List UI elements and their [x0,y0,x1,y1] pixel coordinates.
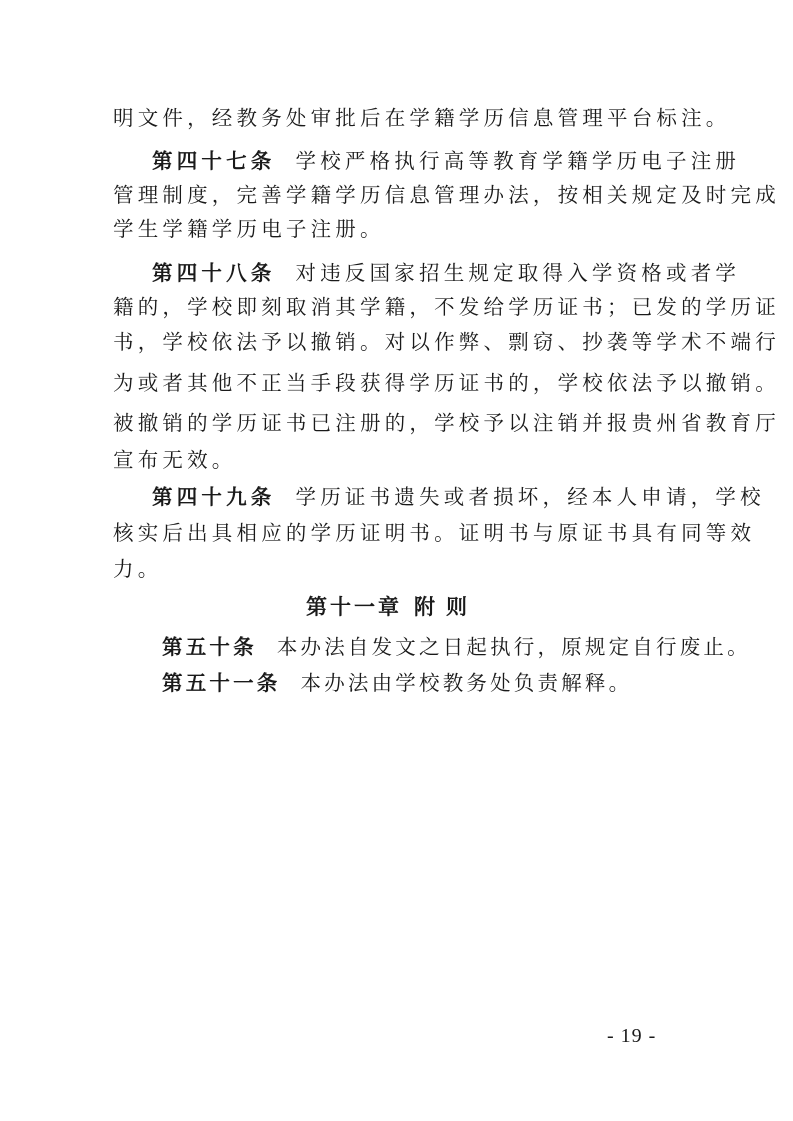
article-50-number: 第五十条 [162,635,257,659]
text-span: 本办法自发文之日起执行，原规定自行废止。 [276,635,751,659]
article-48-line-1 [152,259,740,287]
text-line [113,215,385,243]
text-line [113,181,780,209]
text-span: 本办法由学校教务处负责解释。 [300,671,633,695]
text-line [113,369,780,397]
text-line [113,293,780,321]
text-span: 力。 [113,557,163,581]
chapter-title: 第十一章 [306,594,402,619]
text-span: 核实后出具相应的学历证明书。证明书与原证书具有同等效 [113,521,756,545]
article-49-number: 第四十九条 [152,485,276,509]
text-line [113,555,162,583]
text-span: 学校严格执行高等教育学籍学历电子注册 [295,149,741,173]
text-span: 学历证书遗失或者损坏，经本人申请，学校 [295,485,765,509]
article-47-line-1 [152,147,740,175]
chapter-heading [306,593,470,621]
text-span: 被撤销的学历证书已注册的，学校予以注销并报贵州省教育厅 [113,411,780,435]
text-span: 宣布无效。 [113,448,237,472]
text-line [113,519,755,547]
article-50-line [162,633,751,661]
text-span: 书，学校依法予以撤销。对以作弊、剽窃、抄袭等学术不端行 [113,330,780,354]
text-span: 学生学籍学历电子注册。 [113,217,385,241]
page-number: - 19 - [607,1025,657,1047]
chapter-subtitle-char-1: 附 [414,594,438,619]
text-span: 对违反国家招生规定取得入学资格或者学 [295,261,741,285]
article-49-line-1 [152,483,765,511]
text-line [113,446,237,474]
article-47-number: 第四十七条 [152,149,276,173]
chapter-subtitle-char-2: 则 [446,594,470,619]
text-line [113,104,731,132]
text-line [113,328,780,356]
text-span: 为或者其他不正当手段获得学历证书的，学校依法予以撤销。 [113,371,780,395]
text-line [113,409,780,437]
article-48-number: 第四十八条 [152,261,276,285]
article-51-line [162,669,632,697]
text-span: 管理制度，完善学籍学历信息管理办法，按相关规定及时完成 [113,183,780,207]
text-span: 明文件，经教务处审批后在学籍学历信息管理平台标注。 [113,106,731,130]
article-51-number: 第五十一条 [162,671,281,695]
text-span: 籍的，学校即刻取消其学籍，不发给学历证书；已发的学历证 [113,295,780,319]
